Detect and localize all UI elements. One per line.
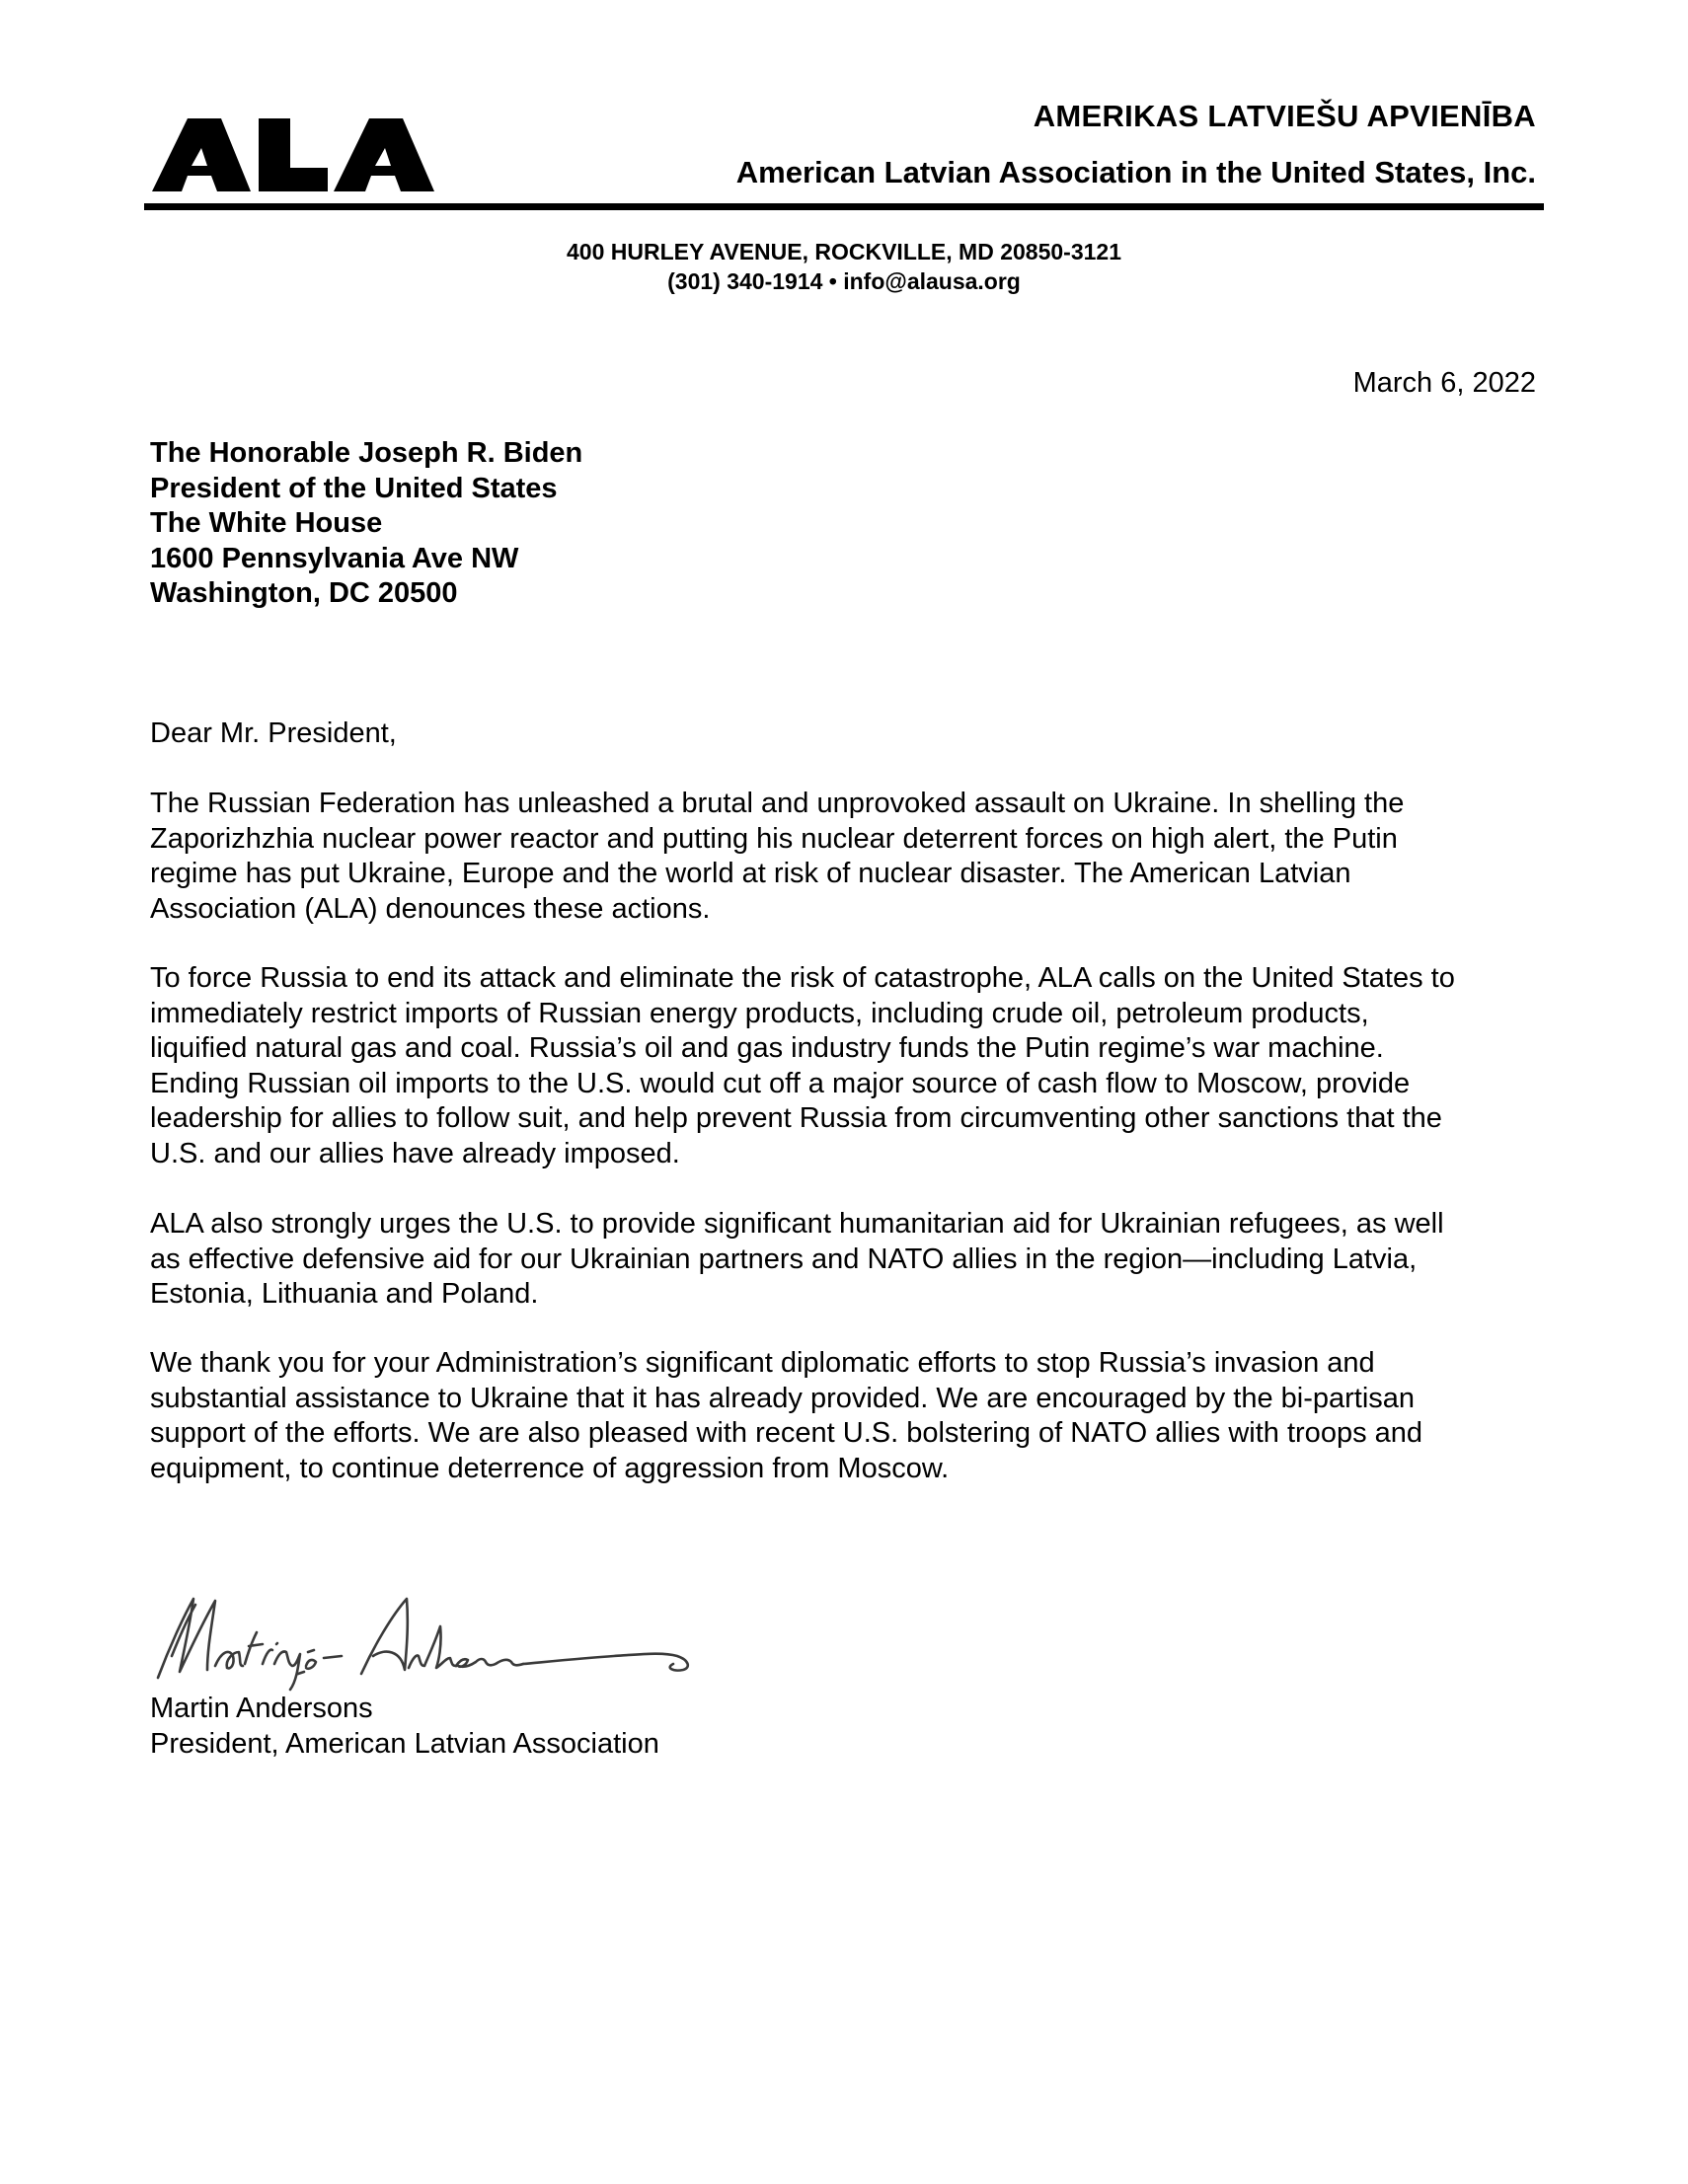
- salutation: Dear Mr. President,: [150, 717, 397, 749]
- paragraph-line: substantial assistance to Ukraine that it has already provided. We are encouraged by the bi-partisan: [150, 1382, 1416, 1414]
- paragraph-line: Estonia, Lithuania and Poland.: [150, 1278, 539, 1310]
- signer-title: President, American Latvian Association: [150, 1727, 659, 1760]
- paragraph-line: as effective defensive aid for our Ukrainian partners and NATO allies in the region—including Latvia,: [150, 1243, 1418, 1275]
- recipient-line: 1600 Pennsylvania Ave NW: [150, 542, 519, 574]
- body-paragraph-3: [150, 1207, 1552, 1313]
- signer-name: Martin Andersons: [150, 1693, 373, 1724]
- letterhead-divider: [144, 203, 1544, 210]
- paragraph-line: We thank you for your Administration’s significant diplomatic efforts to stop Russia’s invasion and: [150, 1347, 1375, 1379]
- paragraph-line: U.S. and our allies have already imposed.: [150, 1137, 680, 1169]
- body-paragraph-2: [150, 961, 1552, 1171]
- closing-block: [150, 1692, 659, 1762]
- recipient-address-block: [150, 436, 582, 612]
- body-paragraph-1: [150, 787, 1552, 927]
- ala-logo: [152, 118, 434, 191]
- recipient-line: The White House: [150, 507, 383, 539]
- paragraph-line: The Russian Federation has unleashed a brutal and unprovoked assault on Ukraine. In shelling the: [150, 788, 1405, 819]
- paragraph-line: Association (ALA) denounces these actions.: [150, 892, 711, 925]
- paragraph-line: immediately restrict imports of Russian energy products, including crude oil, petroleum products,: [150, 997, 1369, 1029]
- recipient-line: Washington, DC 20500: [150, 577, 458, 609]
- paragraph-line: Ending Russian oil imports to the U.S. would cut off a major source of cash flow to Moscow, provide: [150, 1067, 1411, 1099]
- paragraph-line: regime has put Ukraine, Europe and the world at risk of nuclear disaster. The American Latvian: [150, 858, 1351, 889]
- paragraph-line: To force Russia to end its attack and eliminate the risk of catastrophe, ALA calls on the United States to: [150, 962, 1455, 994]
- paragraph-line: leadership for allies to follow suit, and help prevent Russia from circumventing other sanctions that the: [150, 1102, 1442, 1134]
- paragraph-line: Zaporizhzhia nuclear power reactor and putting his nuclear deterrent forces on high alert, the Putin: [150, 822, 1398, 855]
- contact-line: (301) 340-1914 • info@alausa.org: [667, 268, 1021, 294]
- recipient-line: President of the United States: [150, 472, 558, 504]
- address-line: 400 HURLEY AVENUE, ROCKVILLE, MD 20850-3121: [567, 239, 1121, 264]
- org-name-english: American Latvian Association in the United States, Inc.: [735, 155, 1536, 189]
- handwritten-signature: [150, 1587, 703, 1692]
- paragraph-line: ALA also strongly urges the U.S. to provide significant humanitarian aid for Ukrainian refugees, as well: [150, 1208, 1444, 1240]
- paragraph-line: liquified natural gas and coal. Russia’s oil and gas industry funds the Putin regime’s war machine.: [150, 1032, 1384, 1064]
- body-paragraph-4: [150, 1346, 1552, 1486]
- letter-date: March 6, 2022: [1352, 367, 1536, 399]
- paragraph-line: support of the efforts. We are also pleased with recent U.S. bolstering of NATO allies with troops and: [150, 1417, 1423, 1449]
- paragraph-line: equipment, to continue deterrence of aggression from Moscow.: [150, 1452, 950, 1484]
- recipient-line: The Honorable Joseph R. Biden: [150, 437, 583, 469]
- org-name-latvian: AMERIKAS LATVIEŠU APVIENĪBA: [1033, 99, 1536, 133]
